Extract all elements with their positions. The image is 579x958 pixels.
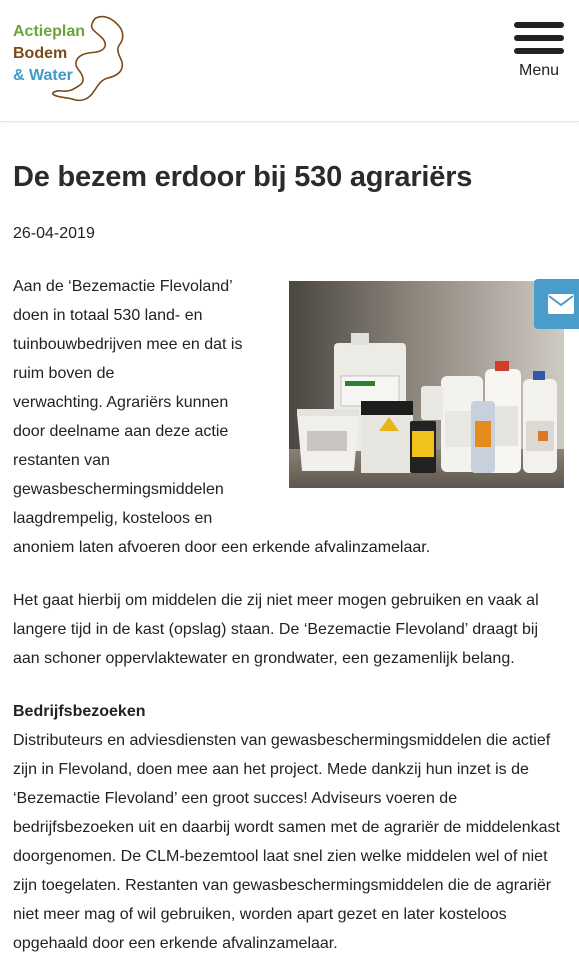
paragraph-line: anoniem laten afvoeren door een erkende afvalinzamelaar. <box>13 539 431 556</box>
menu-label: Menu <box>518 62 560 79</box>
paragraph-line: verwachting. Agrariërs kunnen <box>13 394 229 411</box>
second-paragraph <box>13 586 563 673</box>
paragraph-line: restanten van <box>13 452 110 469</box>
intro-paragraph <box>13 272 563 562</box>
paragraph-line: doen in totaal 530 land- en <box>13 307 203 324</box>
paragraph-line: laagdrempelig, kosteloos en <box>13 510 213 527</box>
paragraph-line: Het gaat hierbij om middelen die zij niet meer mogen gebruiken en vaak al <box>13 592 539 609</box>
logo[interactable] <box>10 14 128 104</box>
paragraph-line: Distributeurs en adviesdiensten van gewasbeschermingsmiddelen die actief <box>13 732 551 749</box>
paragraph-line: zijn in Flevoland, doen mee aan het project. Mede dankzij hun inzet is de <box>13 761 529 778</box>
paragraph-line: tuinbouwbedrijven mee en dat is <box>13 336 243 353</box>
paragraph-line: zijn toegelaten. Restanten van gewasbeschermingsmiddelen die de agrariër <box>13 877 552 894</box>
paragraph-line: Aan de ‘Bezemactie Flevoland’ <box>13 278 233 295</box>
paragraph-line: ruim boven de <box>13 365 115 382</box>
logo-line-1: Actieplan <box>13 23 86 40</box>
paragraph-line: aan schoner oppervlaktewater en grondwater, een gezamenlijk belang. <box>13 650 515 667</box>
paragraph-line: ‘Bezemactie Flevoland’ een groot succes! Adviseurs voeren de <box>13 790 458 807</box>
logo-line-2: Bodem <box>13 45 68 62</box>
menu-button[interactable] <box>510 21 568 83</box>
paragraph-line: door deelname aan deze actie <box>13 423 229 440</box>
third-paragraph <box>13 726 568 958</box>
paragraph-line: bedrijfsbezoeken uit en daarbij wordt samen met de agrariër de middelenkast <box>13 819 560 836</box>
paragraph-line: langere tijd in de kast (opslag) staan. De ‘Bezemactie Flevoland’ draagt bij <box>13 621 539 638</box>
logo-line-3: & Water <box>13 67 73 84</box>
paragraph-line: doorgenomen. De CLM-bezemtool laat snel zien welke middelen wel of niet <box>13 848 548 865</box>
hamburger-icon <box>514 21 564 55</box>
paragraph-line: niet meer mag of wil gebruiken, worden apart gezet en later kosteloos <box>13 906 507 923</box>
section-heading: Bedrijfsbezoeken <box>13 703 146 720</box>
publish-date: 26-04-2019 <box>13 225 95 242</box>
site-header <box>0 0 579 122</box>
paragraph-line: opgehaald door een erkende afvalinzamelaar. <box>13 935 338 952</box>
paragraph-line: gewasbeschermingsmiddelen <box>13 481 224 498</box>
page-title: De bezem erdoor bij 530 agrariërs <box>13 161 473 193</box>
